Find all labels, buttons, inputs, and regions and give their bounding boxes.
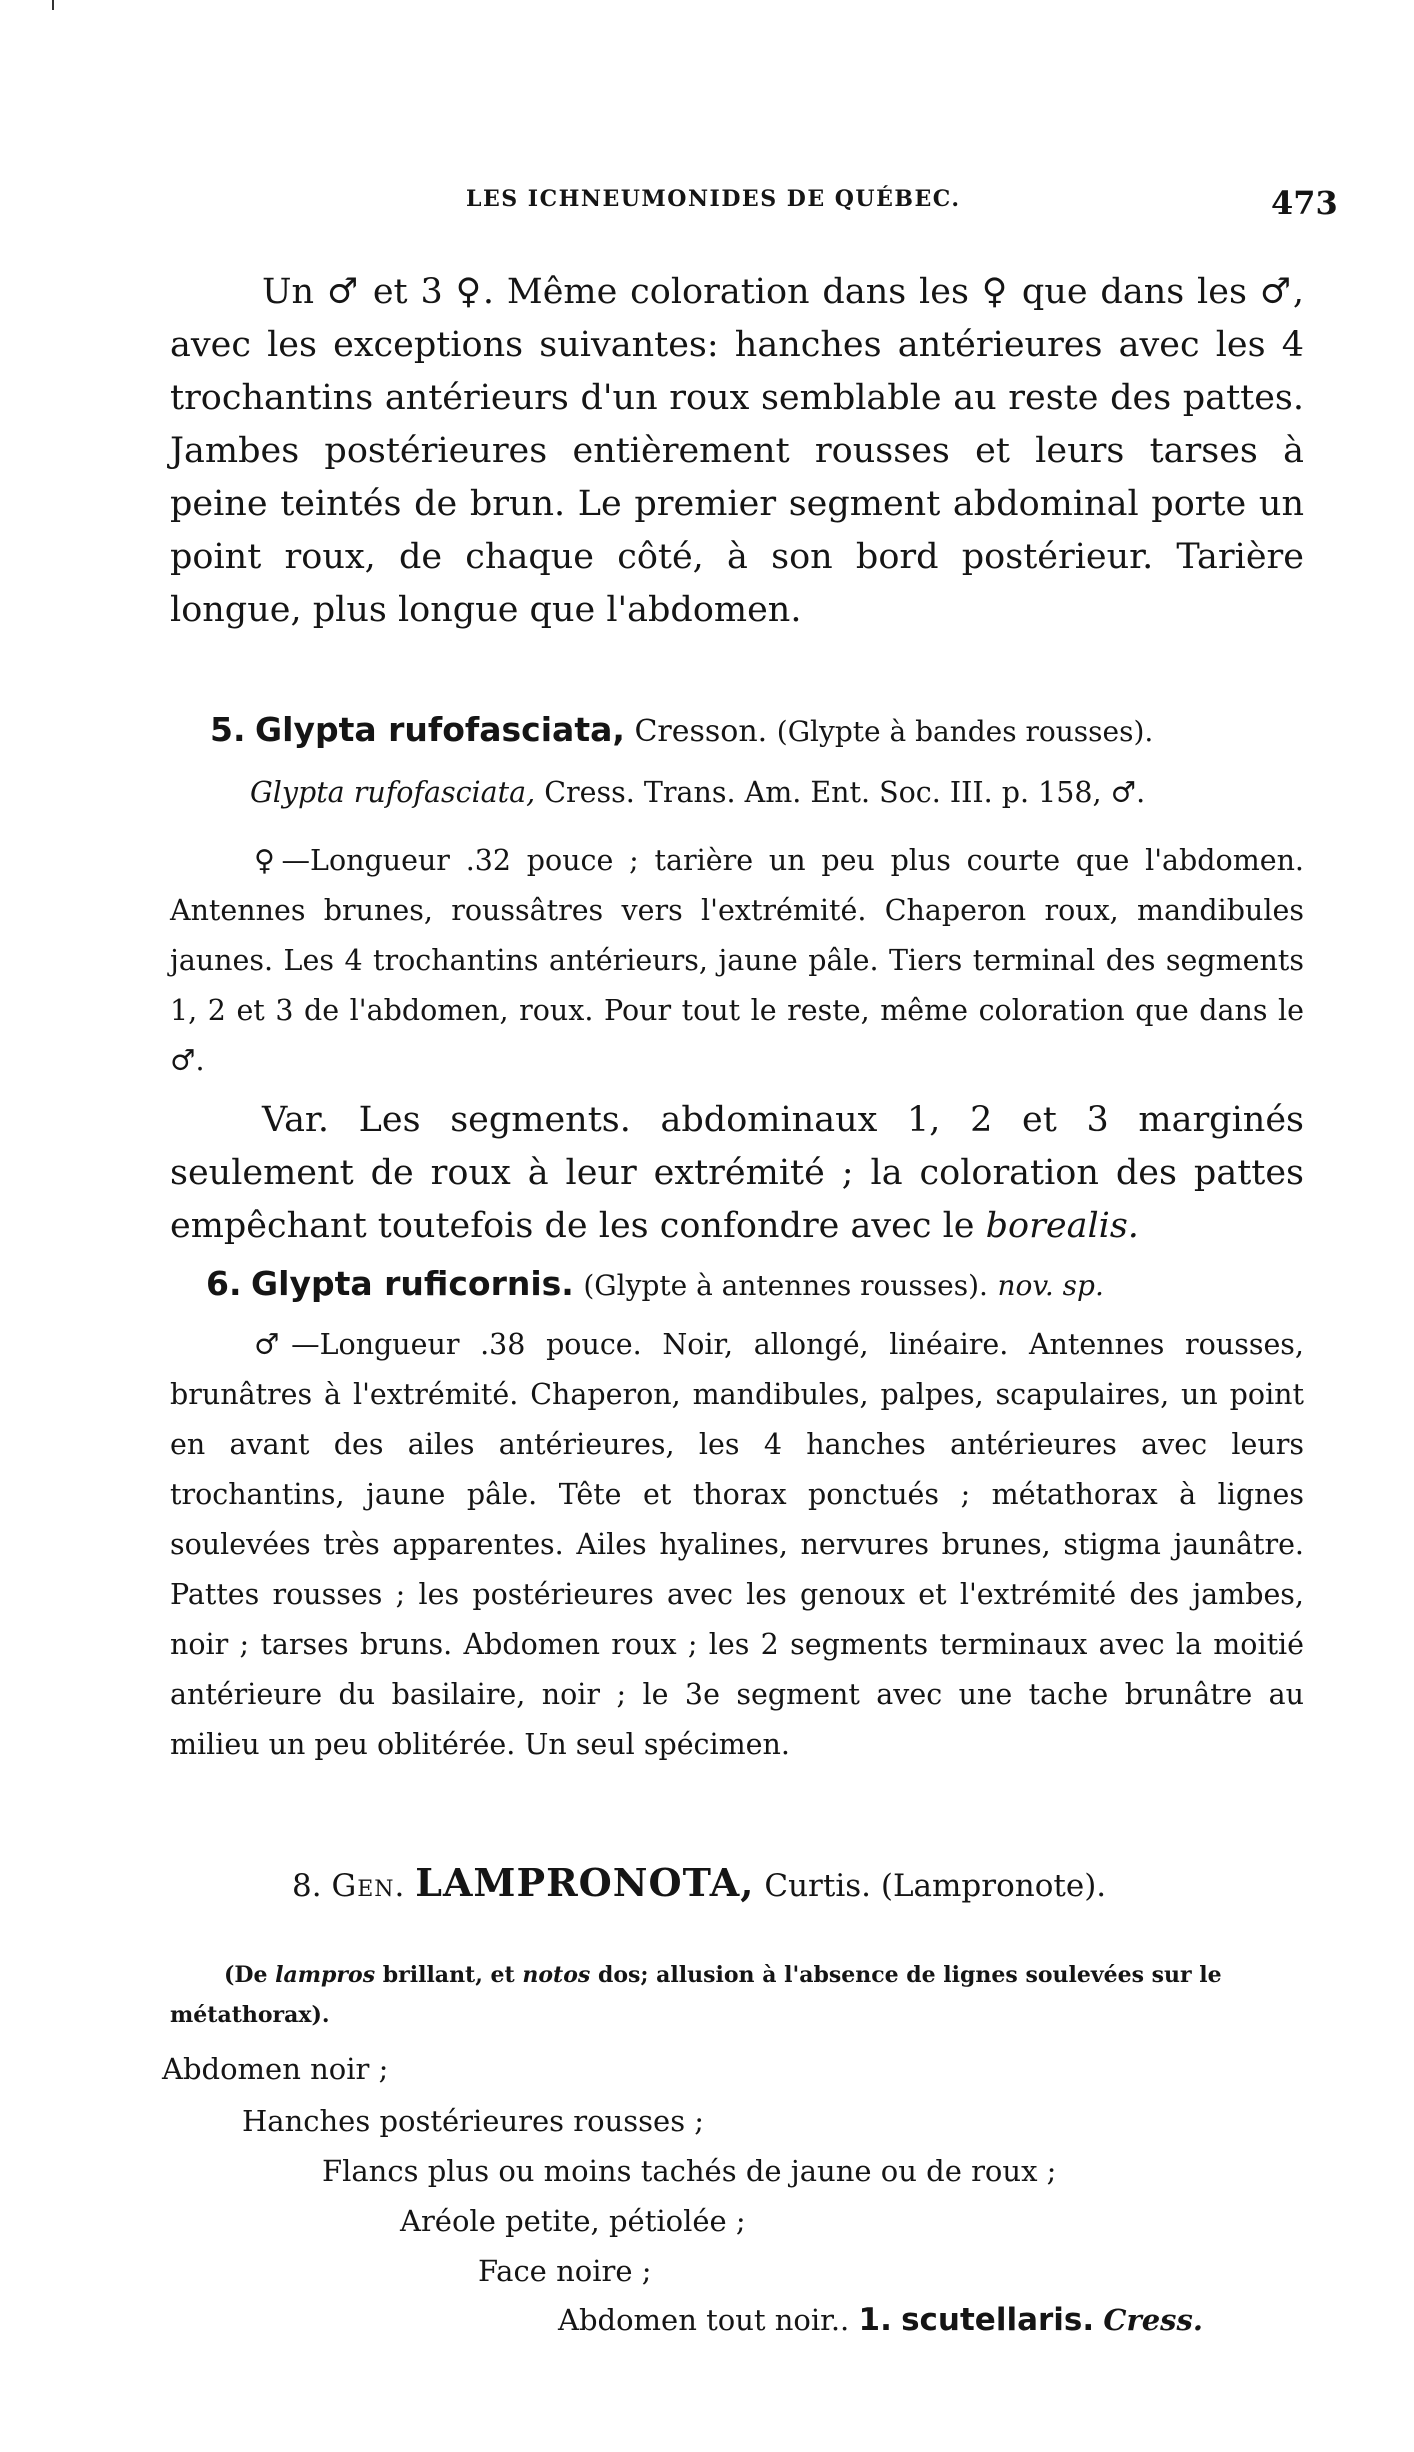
key-final-number: 1. <box>858 2302 892 2338</box>
citation-genus: Glypta rufofasciata, <box>250 776 536 809</box>
species-name: Glypta ruficornis. <box>251 1264 574 1303</box>
intro-paragraph: Un ♂ et 3 ♀. Même coloration dans les ♀ que dans les ♂, avec les exceptions suivantes: hanches antérieures avec les 4 trochantins antérieurs d'un roux semblable au reste des pattes. Jambes postérieures entièrement rousses et leurs tarses à peine teintés de brun. Le premier segment abdominal porte un point roux, de chaque côté, à son bord postérieur. Tarière longue, plus longue que l'abdomen. <box>170 272 1304 630</box>
species-name: Glypta rufofasciata, <box>255 710 625 749</box>
species-6-description: ♂—Longueur .38 pouce. Noir, allongé, linéaire. Antennes rousses, brunâtres à l'extrémité. Chaperon, mandibules, palpes, scapulaires, un point en avant des ailes antérieures, les 4 hanches antérieures avec leurs trochantins, jaune pâle. Tête et thorax ponctués ; métathorax à lignes soulevées très apparentes. Ailes hyalines, nervures brunes, stigma jaunâtre. Pattes rousses ; les postérieures avec les genoux et l'extrémité des jambes, noir ; tarses bruns. Abdomen roux ; les 2 segments terminaux avec la moitié antérieure du basilaire, noir ; le 3e segment avec une tache brunâtre au milieu un peu oblitérée. Un seul spécimen. <box>170 1328 1304 1761</box>
species-author: Cresson. <box>634 714 768 749</box>
etymology-note <box>170 1955 1304 2035</box>
key-final-species: scutellaris. <box>901 2302 1095 2338</box>
species-status: nov. sp. <box>997 1269 1104 1302</box>
etymology-word-notos: notos <box>522 1962 591 1988</box>
etymology-word-lampros: lampros <box>275 1962 376 1988</box>
key-line-3: Flancs plus ou moins tachés de jaune ou de roux ; <box>322 2154 1057 2188</box>
citation-reference: Cress. Trans. Am. Ent. Soc. III. p. 158, ♂. <box>544 776 1146 809</box>
species-number: 5. <box>210 710 246 749</box>
key-final-line <box>558 2302 1203 2338</box>
species-5-description: ♀—Longueur .32 pouce ; tarière un peu plus courte que l'abdomen. Antennes brunes, roussâtres vers l'extrémité. Chaperon roux, mandibules jaunes. Les 4 trochantins antérieurs, jaune pâle. Tiers terminal des segments 1, 2 et 3 de l'abdomen, roux. Pour tout le reste, même coloration que dans le ♂. <box>170 844 1304 1077</box>
genus-prefix: Gen. <box>331 1868 406 1904</box>
genus-author: Curtis. <box>764 1868 872 1904</box>
etymology-mid: brillant, et <box>382 1962 515 1988</box>
species-french-name: (Glypte à bandes rousses). <box>776 715 1154 748</box>
margin-mark <box>52 0 54 10</box>
running-head: LES ICHNEUMONIDES DE QUÉBEC. <box>466 186 961 212</box>
genus-french-name: (Lampronote). <box>880 1868 1107 1904</box>
key-line-2: Hanches postérieures rousses ; <box>242 2104 705 2138</box>
key-final-text: Abdomen tout noir.. <box>558 2303 850 2337</box>
key-line-5: Face noire ; <box>478 2254 652 2288</box>
variety-species: borealis. <box>985 1206 1139 1246</box>
etymology-open: (De <box>224 1962 268 1988</box>
key-line-4: Aréole petite, pétiolée ; <box>400 2204 746 2238</box>
page-number: 473 <box>1271 184 1338 222</box>
species-5-citation <box>250 776 1304 809</box>
etymology-rest: dos; allusion à l'absence de lignes soulevées sur le métathorax). <box>170 1962 1222 2028</box>
species-6-heading <box>206 1264 1104 1303</box>
species-5-heading <box>210 710 1153 749</box>
species-5-variety <box>170 1094 1304 1253</box>
genus-heading <box>292 1860 1106 1905</box>
species-french-name: (Glypte à antennes rousses). <box>583 1269 988 1302</box>
genus-number: 8. <box>292 1868 322 1904</box>
genus-name: LAMPRONOTA, <box>415 1860 755 1905</box>
key-line-1: Abdomen noir ; <box>162 2052 389 2086</box>
species-number: 6. <box>206 1264 242 1303</box>
key-final-author: Cress. <box>1103 2303 1203 2337</box>
variety-text: Var. Les segments. abdominaux 1, 2 et 3 marginés seulement de roux à leur extrémité ; la coloration des pattes empêchant toutefois de les confondre avec le <box>170 1100 1304 1246</box>
